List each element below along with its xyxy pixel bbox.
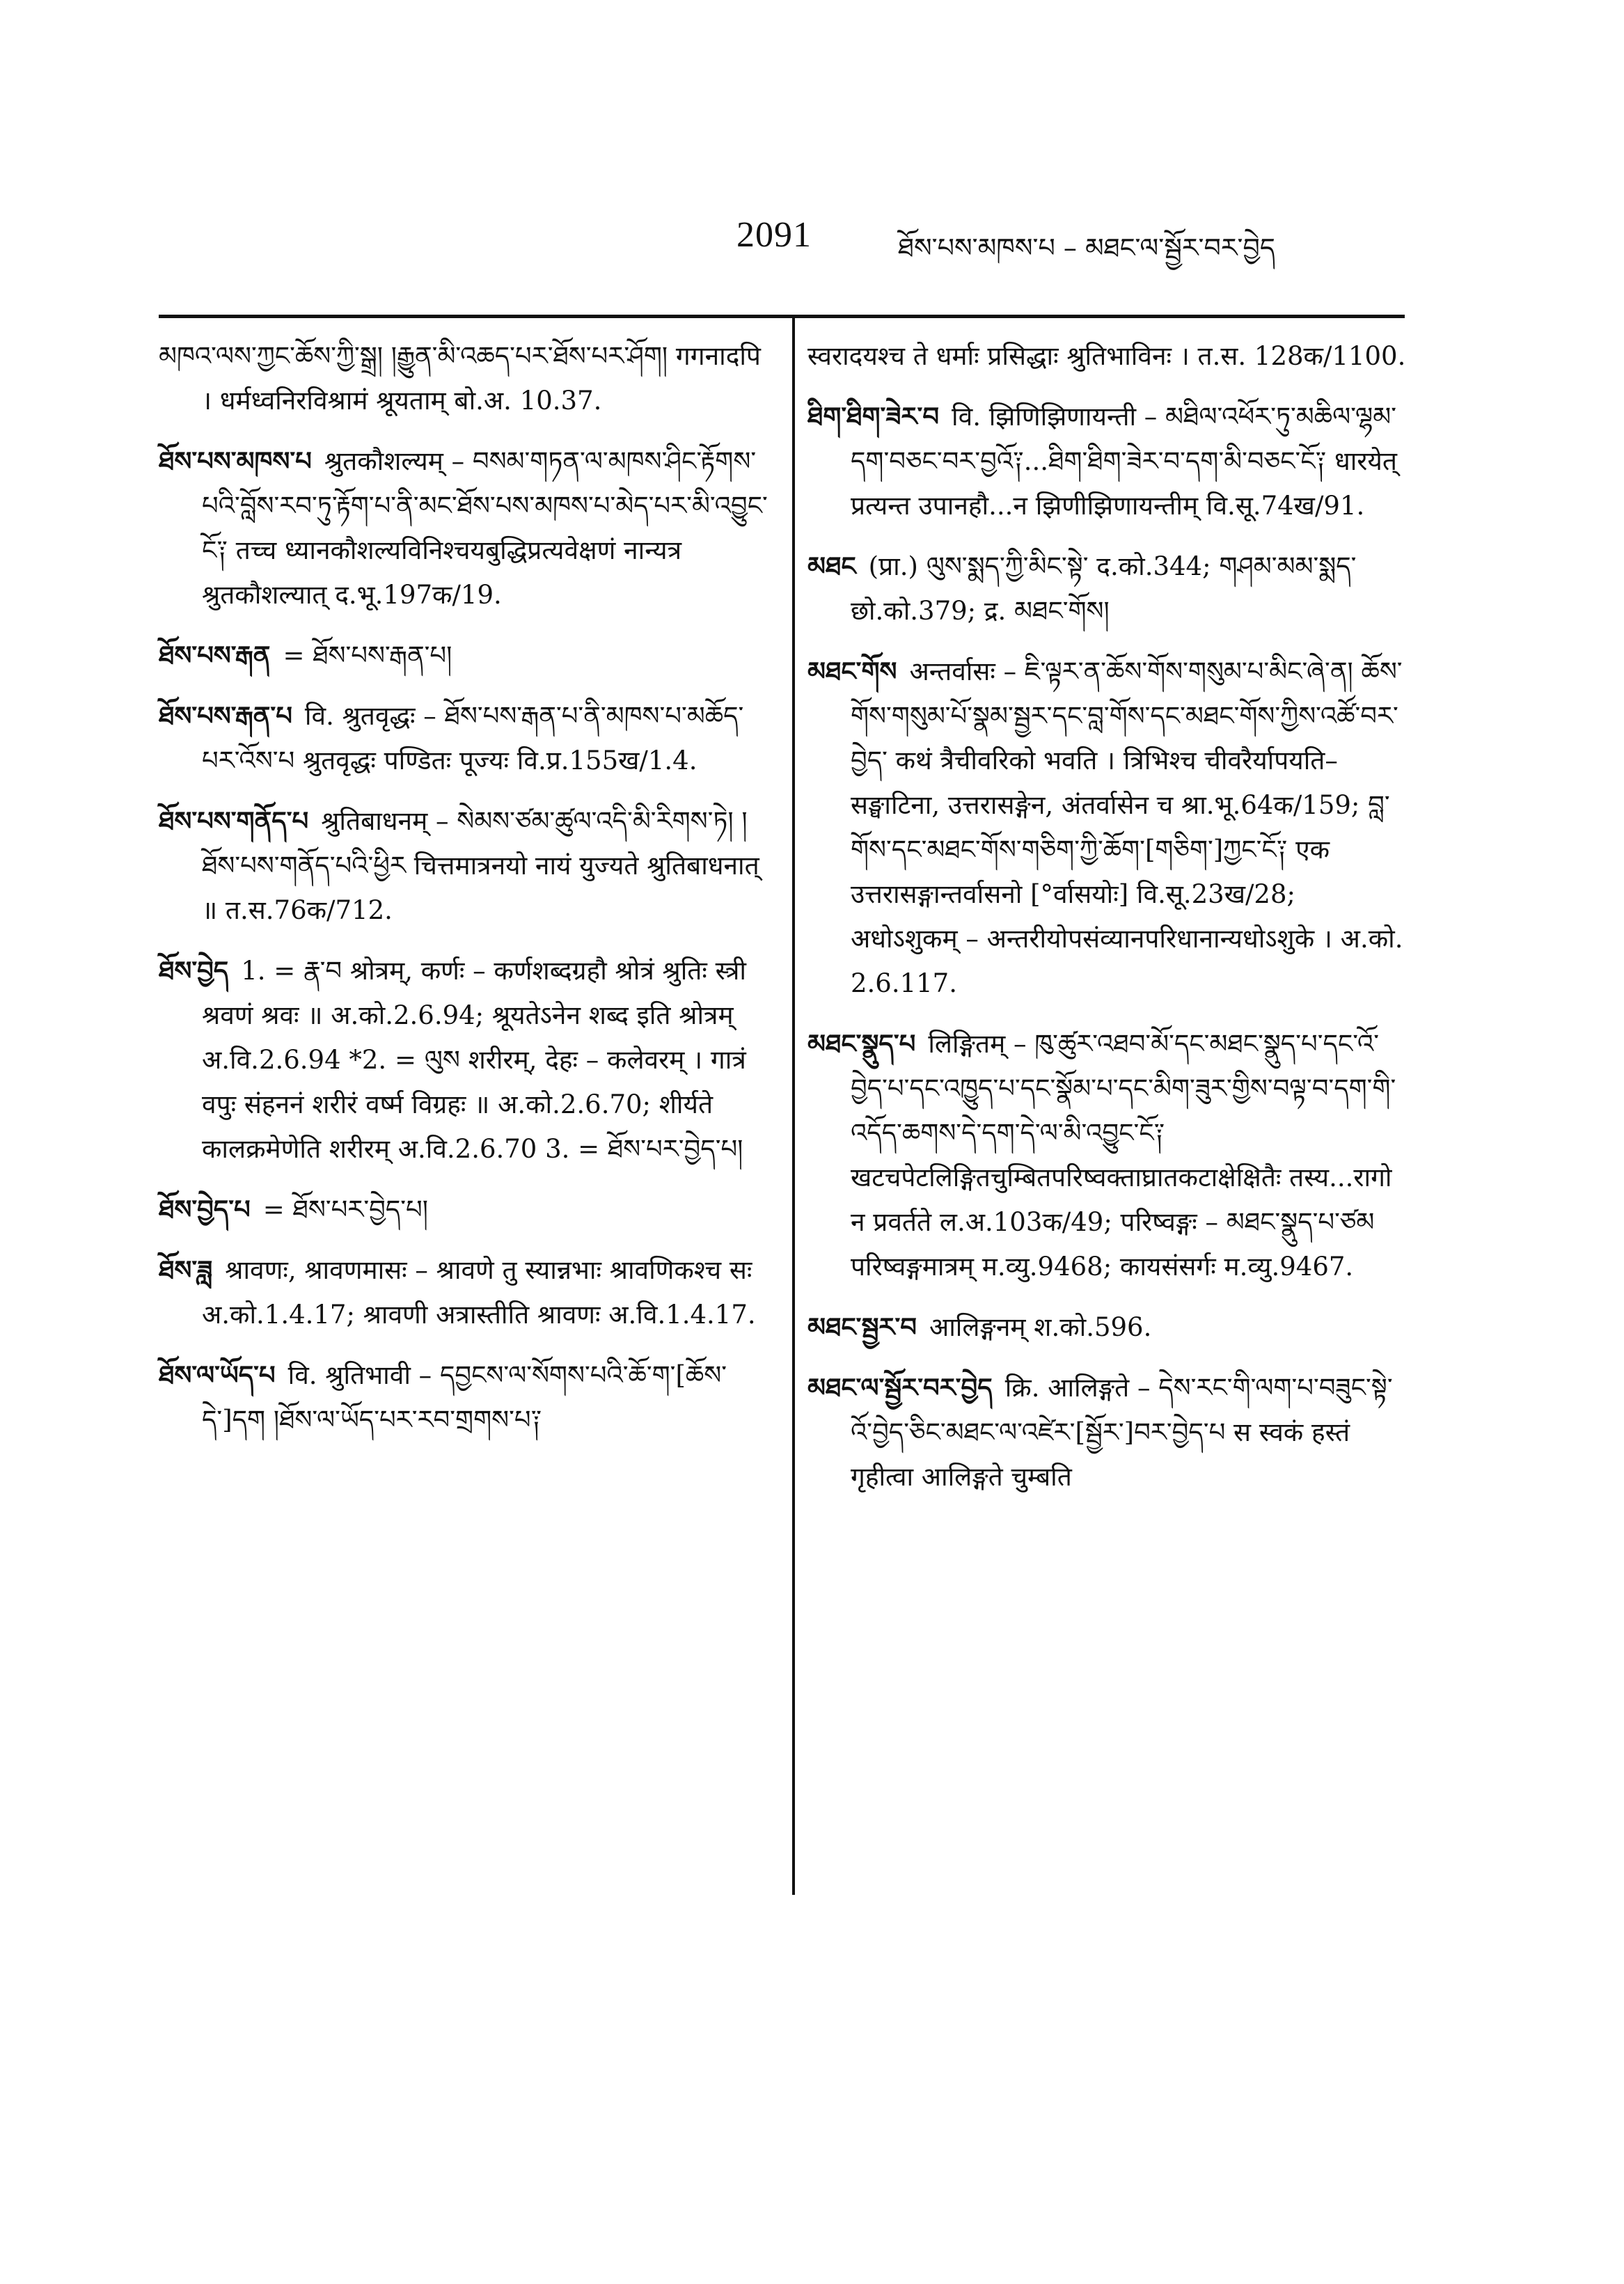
entry-text: श्रुतकौशल्यम् – བསམ་གཏན་ལ་མཁས་ཤིང་རྟོགས་པའི་བློས་རབ་ཏུ་རྟོག་པ་ནི་མང་ཐོས་པས་མཁས་པ་མེད་པར་མི་འབྱུང་ངོ༑ तच्च ध्यानकौशल्यविनिश्चयबुद्धिप्रत्यवेक्षणं नान्यत्र श्रुतकौशल्यात् द.भू.197क/19. bbox=[202, 446, 768, 610]
entry-headword: ཐོས་པས་རྒན་པ bbox=[159, 700, 292, 731]
entry-text: अन्तर्वासः – ཇི་ལྟར་ན་ཆོས་གོས་གསུམ་པ་མིང་ཞེ་ན། ཆོས་གོས་གསུམ་པོ་སྣམ་སྦྱར་དང་བླ་གོས་དང་མཐང་གོས་ཀྱིས་འཚོ་བར་བྱེད་ कथं त्रैचीवरिको भवति । त्रिभिश्च चीवरैर्यापयति–सङ्घाटिना, उत्तरासङ्गेन, अंतर्वासेन च श्रा.भू.64क/159; བླ་གོས་དང་མཐང་གོས་གཅིག་ཀྱི་ཆོག་[གཅིག་]ཀྱང་ངོ༑ एक उत्तरासङ्गान्तर्वासनो [°र्वासयोः] वि.सू.23ख/28; अधोऽशुकम् – अन्तरीयोपसंव्यानपरिधानान्यधोऽशुके । अ.को. 2.6.117. bbox=[851, 656, 1403, 998]
dictionary-entry bbox=[159, 1187, 768, 1232]
dictionary-entry bbox=[159, 633, 768, 678]
entry-text: མཁའ་ལས་ཀྱང་ཆོས་ཀྱི་སྒྲ། །རྒྱུན་མི་འཆད་པར་ཐོས་པར་ཤོག། गगनादपि । धर्मध्वनिरविश्रामं श्रूयताम् बो.अ. 10.37. bbox=[159, 341, 761, 416]
dictionary-entry bbox=[807, 544, 1406, 633]
entry-text: = ཐོས་པས་རྒན་པ། bbox=[283, 640, 452, 670]
entry-text: श्रुतिबाधनम् – སེམས་ཙམ་ཚུལ་འདི་མི་རིགས་ཏེ། །ཐོས་པས་གནོད་པའི་ཕྱིར चित्तमात्रनयो नायं युज्यते श्रुतिबाधनात् ॥ त.स.76क/712. bbox=[202, 806, 759, 925]
entry-text: स्वरादयश्च ते धर्माः प्रसिद्धाः श्रुतिभाविनः । त.स. 128क/1100. bbox=[807, 341, 1406, 371]
page-number: 2091 bbox=[736, 215, 812, 255]
header-rule bbox=[159, 315, 1405, 318]
entry-headword: ཐོས་པས་གནོད་པ bbox=[159, 805, 309, 836]
page-header bbox=[0, 209, 1624, 285]
entry-headword: ཐོས་པས་རྒན bbox=[159, 640, 271, 670]
dictionary-entry bbox=[807, 649, 1406, 1006]
dictionary-entry bbox=[159, 1247, 768, 1337]
column-divider bbox=[792, 315, 795, 1895]
entry-headword: མཐང bbox=[807, 551, 856, 581]
entry-headword: ཐིག་ཐིག་ཟེར་བ bbox=[807, 401, 940, 432]
dictionary-entry bbox=[159, 334, 768, 423]
dictionary-entry bbox=[159, 1353, 768, 1442]
entry-text: आलिङ्गनम् श.को.596. bbox=[929, 1312, 1152, 1342]
entry-text: क्रि. आलिङ्गते – དེས་རང་གི་ལག་པ་བཟུང་སྟེ་འོ་བྱེད་ཅིང་མཐང་ལ་འཛེར་[སྦྱོར་]བར་བྱེད་པ स स्वकं हस्तं गृहीत्वा आलिङ्गते चुम्बति bbox=[851, 1373, 1393, 1492]
right-column bbox=[807, 334, 1406, 1515]
dictionary-entry bbox=[159, 439, 768, 617]
entry-headword: ཐོས་ཟླ bbox=[159, 1254, 213, 1285]
entry-headword: མཐང་སྣུད་པ bbox=[807, 1028, 916, 1059]
entry-text: = ཐོས་པར་བྱེད་པ། bbox=[262, 1195, 428, 1224]
dictionary-entry bbox=[807, 394, 1406, 528]
dictionary-entry bbox=[159, 948, 768, 1172]
entry-text: वि. श्रुतवृद्धः – ཐོས་པས་རྒན་པ་ནི་མཁས་པ་མཆོད་པར་འོས་པ श्रुतवृद्धः पण्डितः पूज्यः वि.प्र.155ख/1.4. bbox=[202, 701, 744, 775]
entry-text: वि. झिणिझिणायन्ती – མཐིལ་འཕོར་ཏུ་མཆིལ་ལྷམ་དག་བཅང་བར་བྱའོ༑...ཐིག་ཐིག་ཟེར་བ་དག་མི་བཅང་ངོ༑ धारयेत् प्रत्यन्त उपानहौ...न झिणीझिणायन्तीम् वि.सू.74ख/91. bbox=[851, 402, 1397, 521]
entry-headword: མཐང་གོས bbox=[807, 656, 897, 686]
entry-headword: ཐོས་ལ་ཡོད་པ bbox=[159, 1360, 276, 1390]
entry-headword: ཐོས་པས་མཁས་པ bbox=[159, 446, 312, 476]
entry-headword: ཐོས་བྱེད bbox=[159, 955, 229, 986]
entry-text: श्रावणः, श्रावणमासः – श्रावणे तु स्यान्नभाः श्रावणिकश्च सः अ.को.1.4.17; श्रावणी अत्रास्तीति श्रावणः अ.वि.1.4.17. bbox=[202, 1255, 756, 1330]
entry-text: वि. श्रुतिभावी – དབྱངས་ལ་སོགས་པའི་ཆོ་ག་[ཆོས་དེ་]དག །ཐོས་ལ་ཡོད་པར་རབ་གྲགས་པ༑ bbox=[202, 1360, 727, 1435]
dictionary-entry bbox=[159, 798, 768, 933]
dictionary-entry bbox=[807, 334, 1406, 379]
entry-text: 1. = རྣ་བ श्रोत्रम्, कर्णः – कर्णशब्दग्रहौ श्रोत्रं श्रुतिः स्त्री श्रवणं श्रवः ॥ अ.को.2.6.94; श्रूयतेऽनेन शब्द इति श्रोत्रम् अ.वि.2.6.94 *2. = ལུས शरीरम्, देहः – कलेवरम् । गात्रं वपुः संहननं शरीरं वर्ष्म विग्रहः ॥ अ.को.2.6.70; शीर्यते कालक्रमेणेति शरीरम् अ.वि.2.6.70 3. = ཐོས་པར་བྱེད་པ། bbox=[202, 956, 747, 1164]
entry-headword: མཐང་ལ་སྦྱོར་བར་བྱེད bbox=[807, 1372, 993, 1403]
entry-headword: མཐང་སྦྱར་བ bbox=[807, 1312, 917, 1342]
entry-text: लिङ्गितम् – ཁུ་ཚུར་འཐབ་མོ་དང་མཐང་སྣུད་པ་དང་འོ་བྱེད་པ་དང་འཁྱུད་པ་དང་སྣོམ་པ་དང་མིག་ཟུར་གྱིས་བལྟ་བ་དག་གི་འདོད་ཆགས་དེ་དག་དེ་ལ་མི་འབྱུང་ངོ༑ खटचपेटलिङ्गितचुम्बितपरिष्वक्ताघ्रातकटाक्षेक्षितैः तस्य...रागो न प्रवर्तते ल.अ.103क/49; परिष्वङ्गः – མཐང་སྣུད་པ་ཙམ परिष्वङ्गमात्रम् म.व्यु.9468; कायसंसर्गः म.व्यु.9467. bbox=[851, 1029, 1396, 1282]
dictionary-entry bbox=[807, 1365, 1406, 1499]
dictionary-entry bbox=[807, 1305, 1406, 1350]
dictionary-entry bbox=[807, 1021, 1406, 1289]
left-column bbox=[159, 334, 768, 1458]
running-head: ཐོས་པས་མཁས་པ – མཐང་ལ་སྦྱོར་བར་བྱེད bbox=[898, 233, 1275, 263]
dictionary-entry bbox=[159, 693, 768, 783]
entry-headword: ཐོས་བྱེད་པ bbox=[159, 1194, 251, 1224]
entry-text: (प्रा.) ལུས་སྨད་ཀྱི་མིང་སྟེ་ द.को.344; གཤམ་མམ་སྨད་ छो.को.379; द्र. མཐང་གོས། bbox=[851, 551, 1357, 626]
